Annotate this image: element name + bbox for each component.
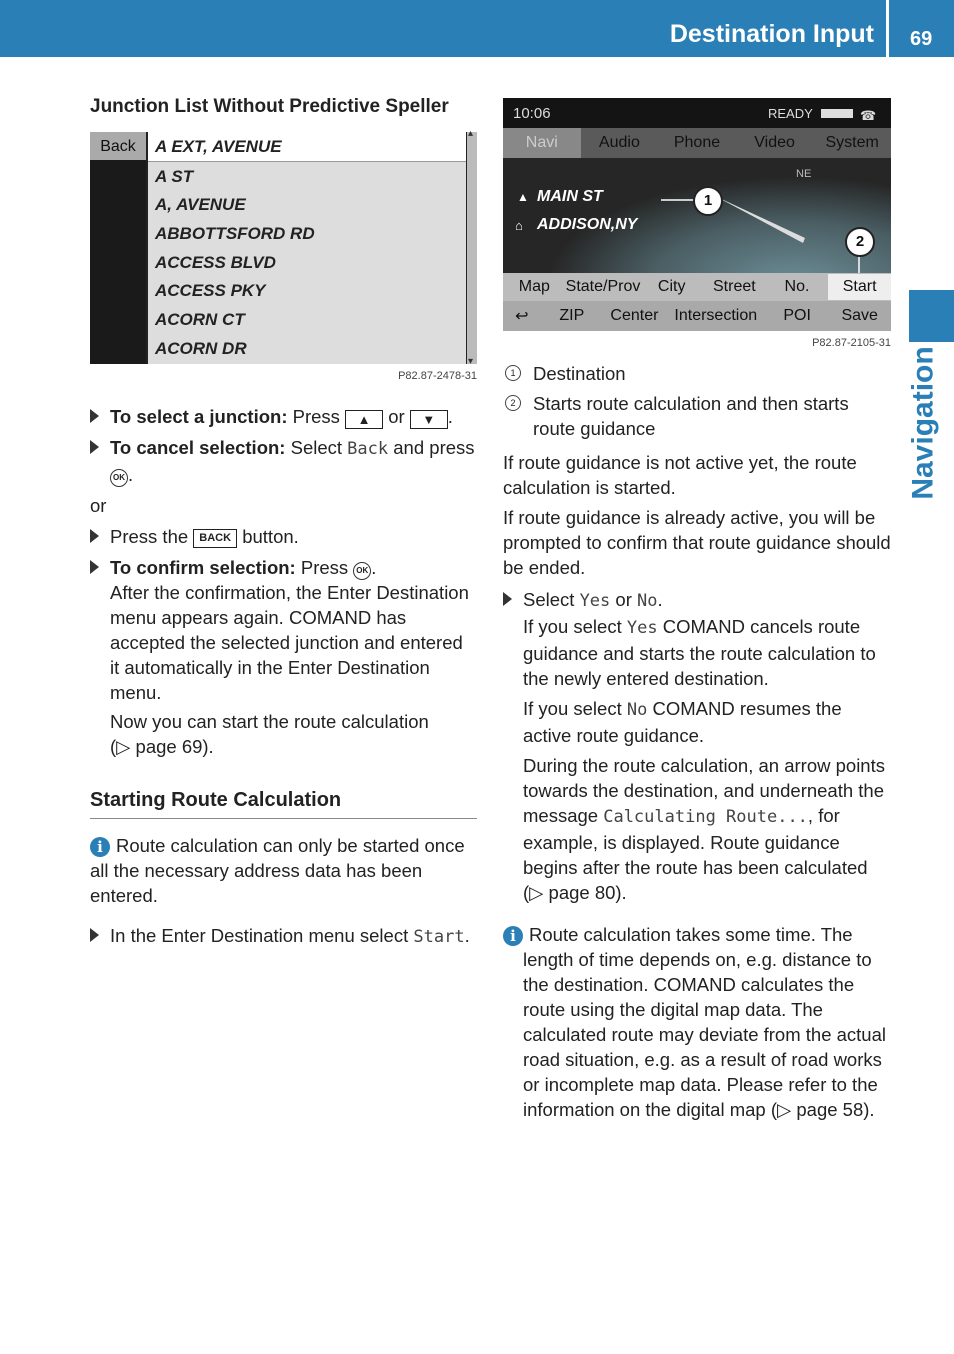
option-map: Map: [518, 278, 550, 295]
step-text: Press: [300, 557, 349, 578]
callout-2: 2: [845, 227, 875, 257]
city-icon: ⌂: [515, 218, 523, 233]
list-item: A ST: [155, 166, 194, 186]
list-item: ABBOTTSFORD RD: [155, 224, 315, 244]
step-text: Press the: [110, 526, 189, 547]
page-reference: (▷ page 69).: [110, 736, 214, 757]
option-zip: ZIP: [559, 307, 585, 324]
step-label: To confirm selection:: [110, 557, 296, 578]
option-center: Center: [610, 307, 659, 324]
chapter-tab: [909, 290, 954, 342]
main-menu: [503, 128, 891, 158]
step-result-text: After the confirmation, the Enter Destination menu appears again. COMAND has accepted the selected junction and entered it automatically in the Enter Destination menu.: [110, 582, 469, 703]
option-start: Start: [828, 274, 891, 300]
legend-text: Starts route calculation and then starts route guidance: [533, 393, 849, 439]
right-column: [503, 98, 891, 1122]
or-text: or: [388, 406, 405, 427]
junction-list: [148, 132, 466, 364]
phone-icon: ☎: [860, 108, 877, 123]
map-graphics: [503, 158, 891, 273]
step-text: In the Enter Destination menu select: [110, 925, 409, 946]
legend-item-2: [503, 391, 891, 441]
step-text: Press: [292, 406, 340, 427]
step-arrow-icon: [90, 440, 99, 454]
step-label: To select a junction:: [110, 406, 288, 427]
info-icon: i: [90, 837, 110, 857]
no-option-text: No: [626, 700, 648, 720]
image-code: P82.87-2478-31: [398, 370, 477, 382]
step-label: To cancel selection:: [110, 437, 286, 458]
step-cancel-selection: To cancel selection: Select Back and press OK .: [90, 435, 477, 487]
list-item: A EXT, AVENUE: [148, 132, 466, 162]
option-poi: POI: [783, 307, 811, 324]
info-text: Route calculation can only be started once all the necessary address data has been entered.: [90, 835, 465, 906]
menu-video: Video: [754, 134, 795, 151]
if-yes-text: [523, 614, 891, 691]
back-button: Back: [90, 132, 146, 160]
step-text: COMAND resumes the active route guidance.: [523, 698, 842, 746]
step-arrow-icon: [90, 560, 99, 574]
and-text: and: [393, 437, 425, 458]
navigation-screenshot: [503, 98, 891, 331]
left-column: [90, 96, 477, 950]
chapter-label: [896, 348, 952, 498]
clock: 10:06: [513, 105, 551, 122]
street-name: MAIN ST: [537, 188, 603, 205]
number-1-icon: 1: [505, 365, 521, 381]
signal-icon: [821, 109, 853, 118]
menu-audio: Audio: [598, 134, 640, 151]
city-name: ADDISON,NY: [537, 216, 638, 233]
if-no-text: [523, 696, 891, 748]
info-note: [90, 833, 477, 908]
option-street: Street: [713, 278, 756, 295]
step-arrow-icon: [503, 592, 512, 606]
no-option-text: No: [637, 591, 658, 611]
menu-navi: Navi: [503, 128, 581, 158]
page-number: 69: [910, 28, 933, 50]
up-key-icon: ▲: [345, 410, 383, 429]
step-text: , for example, is displayed. Route guidance begins after the route has been calculated (▷ page 80).: [523, 805, 868, 903]
menu-phone: Phone: [673, 134, 721, 151]
step-arrow-icon: [90, 529, 99, 543]
step-confirm-selection: To confirm selection: Press OK . After the confirmation, the Enter Destination menu appears again. COMAND has accepted the selected junction and entered it automatically in the Enter Destination menu. Now you can start the route calculation (▷ page 69).: [90, 555, 477, 759]
calculating-message: Calculating Route...: [603, 807, 808, 827]
callout-1: 1: [693, 186, 723, 216]
yes-option-text: Yes: [626, 618, 658, 638]
scrollbar: [467, 132, 477, 364]
ready-status: READY: [768, 106, 813, 121]
screen-left-panel: [90, 132, 146, 364]
info-note: [503, 922, 891, 1122]
step-select-start: In the Enter Destination menu select Start.: [90, 923, 477, 950]
step-text: COMAND cancels route guidance and starts the route calculation to the newly entered destination.: [523, 616, 876, 689]
step-arrow-icon: [90, 409, 99, 423]
step-select-yes-no: Select Yes or No. If you select Yes COMAND cancels route guidance and starts the route calculation to the newly entered destination. If you select No COMAND resumes the active route guidance. During the route calculation, an arrow points towards the destination, and underneath the message Calculating Route..., for example, is displayed. Route guidance begins after the route has been calculated (▷ page 80).: [503, 587, 891, 905]
compass-label: NE: [796, 168, 812, 180]
option-intersection: Intersection: [674, 307, 758, 324]
number-2-icon: 2: [505, 395, 521, 411]
option-save: Save: [841, 307, 878, 324]
list-item: A, AVENUE: [155, 195, 246, 215]
map-area: [503, 158, 891, 273]
list-item: ACCESS PKY: [155, 281, 266, 301]
start-option-text: Start: [413, 927, 465, 947]
paragraph: If route guidance is not active yet, the route calculation is started.: [503, 452, 857, 498]
list-item: ACCESS BLVD: [155, 252, 276, 272]
info-icon: i: [503, 926, 523, 946]
paragraph: If route guidance is already active, you will be prompted to confirm that route guidance should be ended.: [503, 507, 891, 578]
image-code: P82.87-2105-31: [812, 337, 891, 349]
option-city: City: [657, 278, 686, 295]
status-bar: [503, 98, 891, 128]
option-number: No.: [784, 278, 810, 295]
legend-text: Destination: [533, 363, 626, 384]
junction-heading: Junction List Without Predictive Speller: [90, 96, 449, 117]
step-text: During the route calculation, an arrow points towards the destination, and underneath the message: [523, 755, 885, 826]
step-arrow-icon: [90, 928, 99, 942]
chapter-label-text: Navigation: [907, 346, 941, 500]
step-press-back: [90, 524, 477, 549]
option-state: State/Prov: [565, 278, 641, 295]
info-text: Route calculation takes some time. The length of time depends on, e.g. distance to the destination. COMAND calculates the route using the digital map data. The calculated route may deviate from the actual road situation, e.g. as a result of road works or incomplete map data. Please refer to the information on the digital map (▷ page 58).: [523, 924, 886, 1120]
legend-item-1: [503, 361, 891, 386]
ok-button-icon: OK: [353, 562, 371, 580]
destination-menu-row: [503, 273, 891, 301]
press-text: press: [429, 437, 475, 458]
step-text: If you select: [523, 616, 622, 637]
during-text: [523, 753, 891, 905]
step-note-text: Now you can start the route calculation: [110, 711, 429, 732]
ok-button-icon: OK: [110, 469, 128, 487]
list-item: ACORN CT: [155, 310, 245, 330]
page-header: [0, 0, 954, 57]
menu-system: System: [825, 134, 879, 151]
section-heading: Starting Route Calculation: [90, 789, 477, 819]
destination-menu-row-2: [503, 301, 891, 331]
or-line: or: [90, 495, 107, 516]
down-key-icon: ▼: [410, 410, 448, 429]
step-text: If you select: [523, 698, 622, 719]
street-icon: ▲: [517, 190, 529, 204]
step-text: Select: [290, 437, 343, 458]
section-title: Destination Input: [669, 20, 874, 48]
step-text: Select: [523, 589, 575, 610]
step-text: button.: [242, 526, 299, 547]
list-item: ACORN DR: [155, 338, 247, 358]
junction-list-screenshot: [90, 132, 477, 364]
back-arrow-icon: ↩: [515, 308, 529, 325]
or-text: or: [615, 589, 632, 610]
step-select-junction: To select a junction: Press ▲ or ▼ .: [90, 404, 477, 429]
back-option-text: Back: [347, 439, 389, 459]
back-key-icon: BACK: [193, 529, 237, 548]
header-divider: [886, 0, 889, 57]
yes-option-text: Yes: [579, 591, 611, 611]
